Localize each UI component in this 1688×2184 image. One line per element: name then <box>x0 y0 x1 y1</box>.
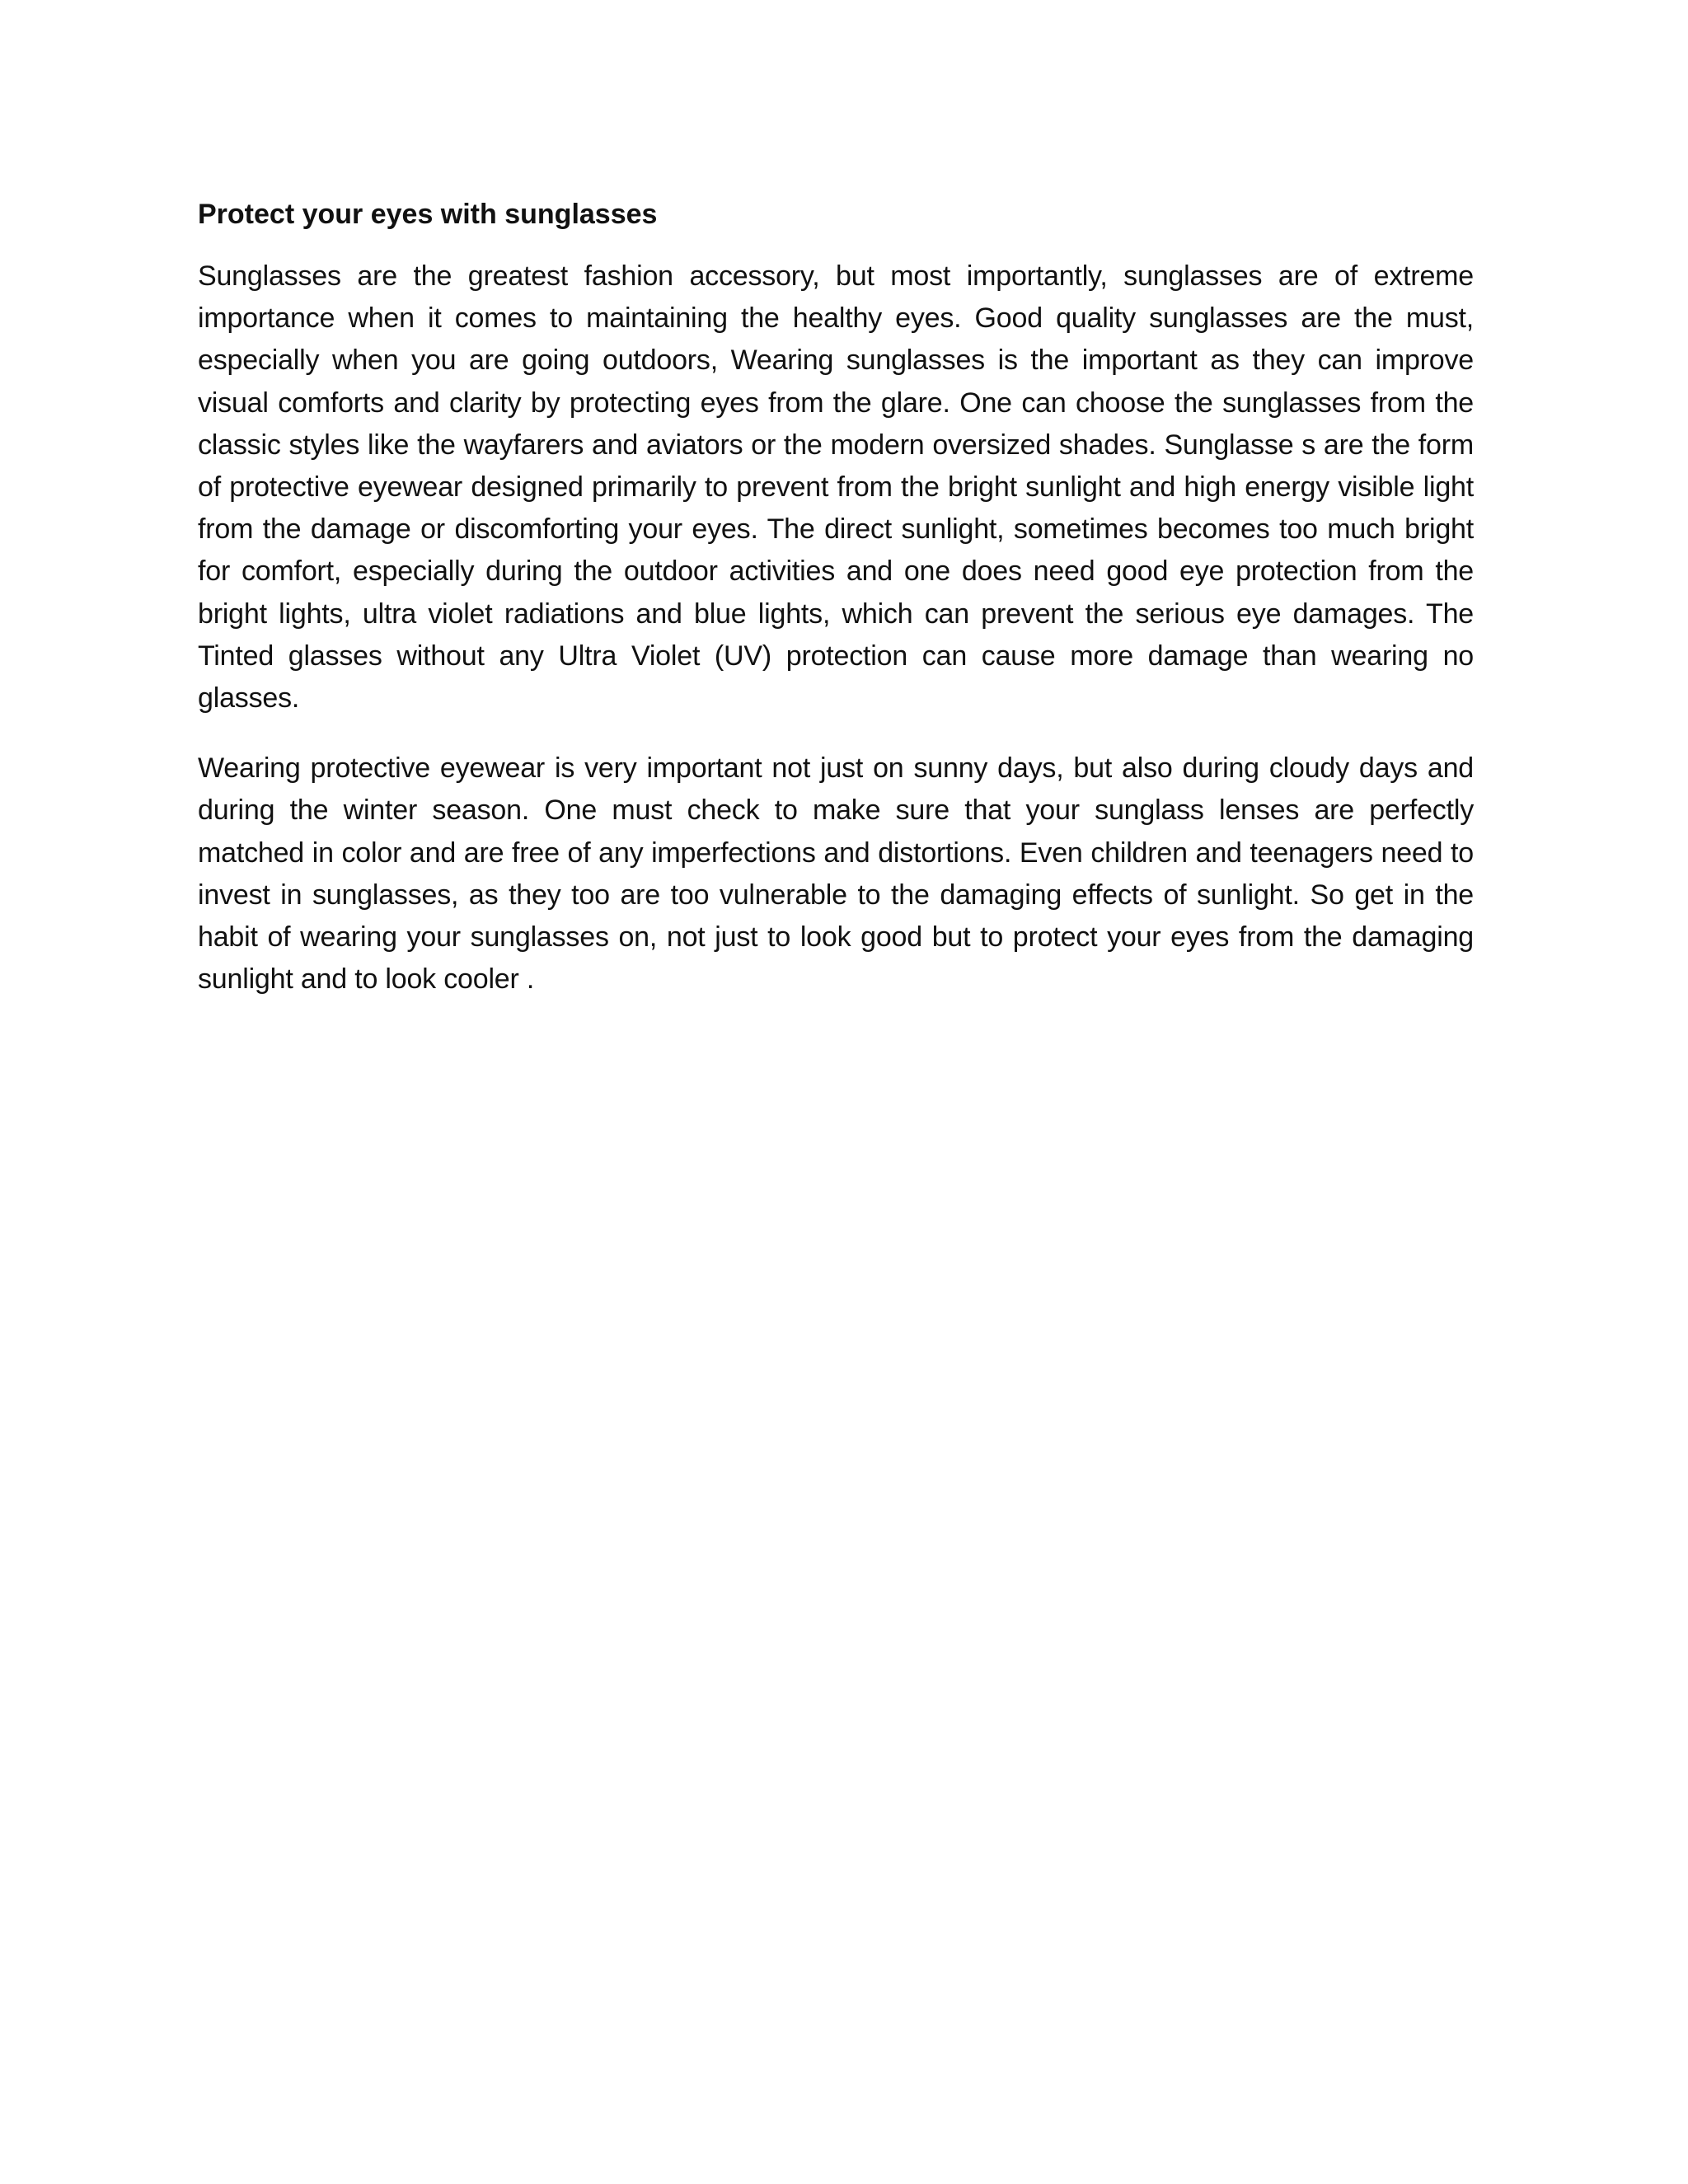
paragraph-1: Sunglasses are the greatest fashion accessory, but most importantly, sunglasses are of extreme importance when it comes to maintaining the healthy eyes. Good quality sunglasses are the must, especially when you are going outdoors, Wearing sunglasses is the important as they can improve visual comforts and clarity by protecting eyes from the glare. One can choose the sunglasses from the classic styles like the wayfarers and aviators or the modern oversized shades. Sunglasse s are the form of protective eyewear designed primarily to prevent from the bright sunlight and high energy visible light from the damage or discomforting your eyes. The direct sunlight, sometimes becomes too much bright for comfort, especially during the outdoor activities and one does need good eye protection from the bright lights, ultra violet radiations and blue lights, which can prevent the serious eye damages. The Tinted glasses without any Ultra Violet (UV) protection can cause more damage than wearing no glasses. <box>198 260 1474 715</box>
paragraph-2: Wearing protective eyewear is very important not just on sunny days, but also during cloudy days and during the winter season. One must check to make sure that your sunglass lenses are perfectly matched in color and are free of any imperfections and distortions. Even children and teenagers need to invest in sunglasses, as they too are too vulnerable to the damaging effects of sunlight. So get in the habit of wearing your sunglasses on, not just to look good but to protect your eyes from the damaging sunlight and to look cooler . <box>198 752 1474 996</box>
document-body <box>198 196 1474 1029</box>
document-title: Protect your eyes with sunglasses <box>198 199 658 230</box>
